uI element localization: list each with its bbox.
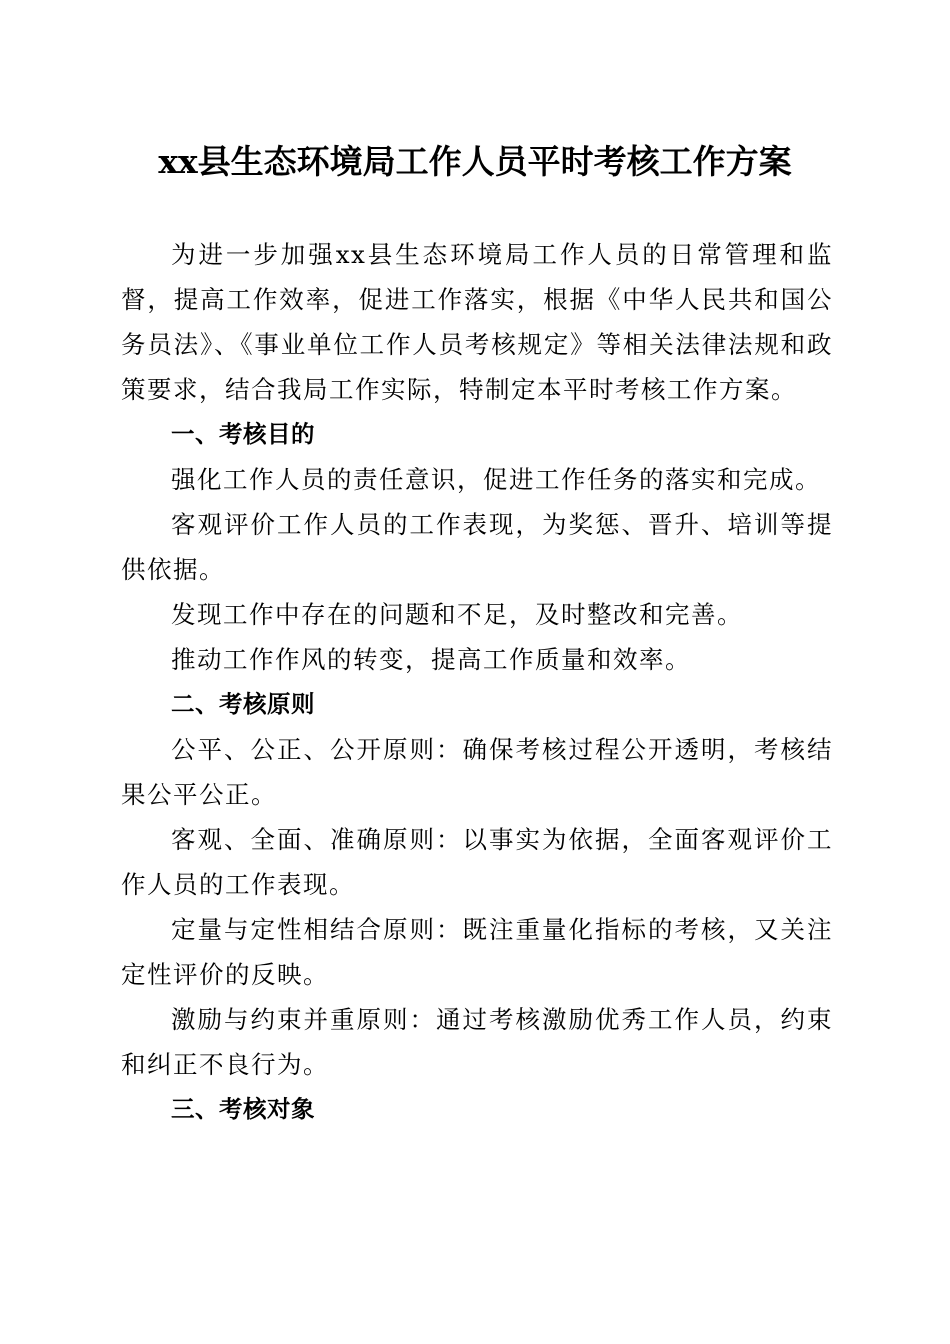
document-body bbox=[121, 232, 833, 1132]
purpose-paragraph: 推动工作作风的转变，提高工作质量和效率。 bbox=[171, 645, 691, 674]
section-heading-targets: 三、考核对象 bbox=[171, 1095, 315, 1123]
purpose-paragraph: 客观评价工作人员的工作表现，为奖惩、晋升、培训等提供依据。 bbox=[121, 510, 833, 584]
principle-paragraph: 定量与定性相结合原则：既注重量化指标的考核，又关注定性评价的反映。 bbox=[121, 915, 833, 989]
document-title: xx县生态环境局工作人员平时考核工作方案 bbox=[158, 142, 792, 181]
principle-paragraph: 客观、全面、准确原则：以事实为依据，全面客观评价工作人员的工作表现。 bbox=[121, 825, 833, 899]
principle-paragraph: 公平、公正、公开原则：确保考核过程公开透明，考核结果公平公正。 bbox=[121, 735, 833, 809]
section-heading-principles: 二、考核原则 bbox=[171, 690, 315, 718]
section-heading-purpose: 一、考核目的 bbox=[171, 420, 315, 448]
purpose-paragraph: 发现工作中存在的问题和不足，及时整改和完善。 bbox=[171, 600, 743, 629]
intro-paragraph: 为进一步加强xx县生态环境局工作人员的日常管理和监督，提高工作效率，促进工作落实，根据《中华人民共和国公务员法》、《事业单位工作人员考核规定》等相关法律法规和政策要求，结合我局工作实际，特制定本平时考核工作方案。 bbox=[121, 240, 833, 404]
purpose-paragraph: 强化工作人员的责任意识，促进工作任务的落实和完成。 bbox=[171, 465, 821, 494]
principle-paragraph: 激励与约束并重原则：通过考核激励优秀工作人员，约束和纠正不良行为。 bbox=[121, 1005, 833, 1079]
